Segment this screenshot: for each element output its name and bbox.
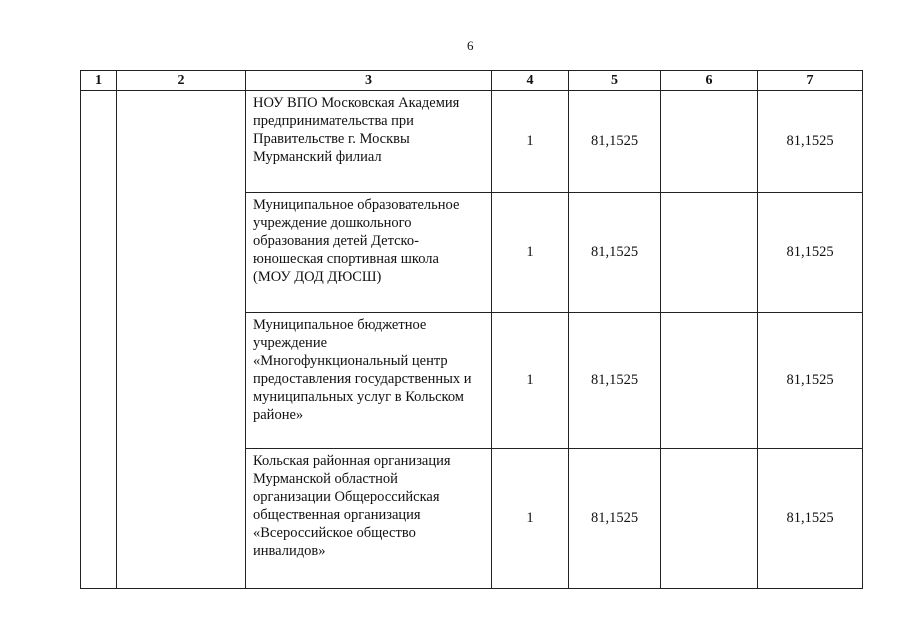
value-col-6 (661, 91, 758, 193)
col-1-cell (81, 91, 117, 589)
value-col-7: 81,1525 (758, 91, 863, 193)
quantity: 1 (492, 91, 569, 193)
header-col-3: 3 (246, 71, 492, 91)
quantity: 1 (492, 313, 569, 449)
header-col-7: 7 (758, 71, 863, 91)
value-col-5: 81,1525 (569, 193, 661, 313)
organization-name: НОУ ВПО Московская Академия предпринимательства при Правительстве г. Москвы Мурманский филиал (246, 91, 492, 193)
quantity: 1 (492, 449, 569, 589)
header-col-5: 5 (569, 71, 661, 91)
value-col-5: 81,1525 (569, 313, 661, 449)
header-col-4: 4 (492, 71, 569, 91)
quantity: 1 (492, 193, 569, 313)
page-number: 6 (467, 38, 474, 53)
organization-name: Муниципальное бюджетное учреждение «Многофункциональный центр предоставления государственных и муниципальных услуг в Кольском районе» (246, 313, 492, 449)
header-row (81, 71, 863, 91)
value-col-7: 81,1525 (758, 193, 863, 313)
value-col-5: 81,1525 (569, 449, 661, 589)
header-col-1: 1 (81, 71, 117, 91)
organization-name: Кольская районная организация Мурманской областной организации Общероссийская общественная организация «Всероссийское общество инвалидов» (246, 449, 492, 589)
header-col-6: 6 (661, 71, 758, 91)
organization-name: Муниципальное образовательное учреждение дошкольного образования детей Детско- юношеская спортивная школа (МОУ ДОД ДЮСШ) (246, 193, 492, 313)
table-row (81, 91, 863, 193)
value-col-7: 81,1525 (758, 449, 863, 589)
col-2-cell (117, 91, 246, 589)
value-col-6 (661, 449, 758, 589)
header-col-2: 2 (117, 71, 246, 91)
value-col-6 (661, 193, 758, 313)
data-table (80, 70, 863, 589)
value-col-6 (661, 313, 758, 449)
value-col-5: 81,1525 (569, 91, 661, 193)
value-col-7: 81,1525 (758, 313, 863, 449)
